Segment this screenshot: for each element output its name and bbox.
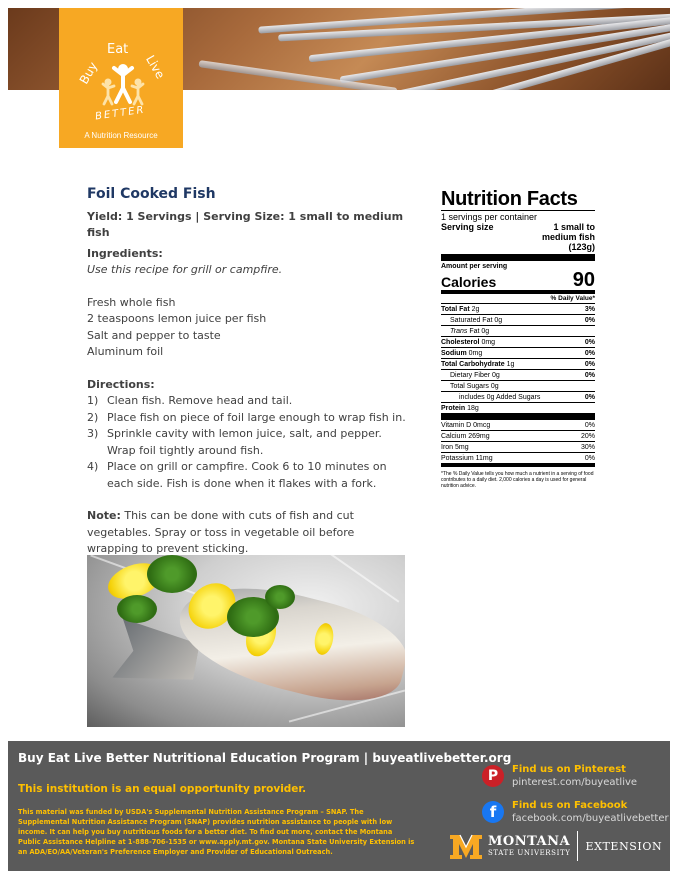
serving-size-value: 1 small to medium fish (123g) [541,222,595,252]
extension-label: EXTENSION [585,839,663,853]
logo-word-buy: Buy [76,59,101,87]
program-line: Buy Eat Live Better Nutritional Education Program | buyeatlivebetter.org [18,751,512,765]
recipe-section [87,186,407,558]
equal-opportunity-statement: This institution is an equal opportunity provider. [18,783,307,795]
ingredients-heading: Ingredients: [87,246,163,260]
msu-sub: STATE UNIVERSITY [488,849,571,857]
fish-photo [87,555,405,727]
nutrition-facts-title: Nutrition Facts [441,188,578,210]
buy-eat-live-better-logo [59,8,183,148]
vitamin-label: Potassium 11mg [441,455,493,462]
vitamin-row-d [441,420,595,430]
direction-text: Place fish on piece of foil large enough to wrap fish in. [107,410,406,424]
direction-step [87,393,407,410]
nutrient-label: Sodium [441,350,467,357]
ingredient-item: Fresh whole fish [87,295,176,309]
nutrient-dv: 0% [584,339,595,346]
direction-number: 1) [87,394,99,407]
facebook-icon: f [482,801,504,823]
nutrient-label: Protein [441,405,466,412]
vitamin-label: Calcium 269mg [441,433,490,440]
direction-number: 2) [87,410,99,424]
servings-per-container: 1 servings per container [441,212,538,222]
nutrient-amount: 0g [490,372,500,379]
ingredient-item: 2 teaspoons lemon juice per fish [87,312,267,325]
nutrient-dv: 0% [584,372,595,379]
note-text: This can be done with cuts of fish and cut vegetables. Spray or toss in vegetable oil before wrapping to prevent sticking. [87,509,355,555]
nutrient-label: Total Carbohydrate [441,361,505,368]
logo-tagline: A Nutrition Resource [84,131,158,140]
ingredient-item: Salt and pepper to taste [87,328,221,342]
footer [8,741,670,871]
nutrient-amount: 0g [488,383,499,390]
pinterest-heading: Find us on Pinterest [512,764,626,775]
nutrient-dv: 0% [584,317,595,324]
nutrient-label: Cholesterol [441,339,480,346]
nutrient-amount: 1g [504,361,515,368]
logo-word-eat: Eat [107,42,129,57]
nutrient-dv: 0% [584,350,595,357]
amount-per-serving: Amount per serving [441,263,508,270]
nutrient-row-dietary-fiber [441,369,595,380]
yield-line: Yield: 1 Servings | Serving Size: 1 small to medium fish [87,209,404,239]
direction-step [87,459,407,492]
vitamin-dv: 30% [580,444,595,451]
recipe-note [87,508,407,558]
msu-name: MONTANA [488,834,571,849]
directions-heading: Directions: [87,377,155,391]
vitamin-dv: 0% [584,455,595,462]
direction-number: 4) [87,460,99,473]
nutrient-label: Total Fat [441,306,470,313]
serving-size-label: Serving size [441,222,494,232]
serving-size-row [441,222,595,252]
nutrient-amount: Fat 0g [467,328,490,335]
vitamin-label: Vitamin D 0mcg [441,422,491,429]
direction-step [87,410,407,427]
nutrient-row-saturated-fat [441,314,595,325]
nutrition-facts-label [441,188,595,489]
funding-statement: This material was funded by USDA's Supplemental Nutrition Assistance Program – SNAP. The Supplemental Nutrition Assistance Program (SNAP) provides nutrition assistance to people with low income. It can help you buy nutritious foods for a better diet. To find out more, contact the Montana Public Assistance Helpline at 1-888-706-1535 or www.apply.mt.gov. Montana State University Extension is an ADA/EO/AA/Veteran's Preference Employer and Provider of Educational Outreach. [18,808,415,856]
nutrient-dv: 0% [584,361,595,368]
vitamin-dv: 20% [580,433,595,440]
nutrient-amount: 0mg [479,339,496,346]
vitamin-dv: 0% [584,422,595,429]
facebook-url[interactable]: facebook.com/buyeatlivebetter [512,813,669,824]
nutrient-amount: 18g [465,405,479,412]
note-label: Note: [87,509,121,522]
direction-text: Place on grill or campfire. Cook 6 to 10 minutes on each side. Fish is done when it flakes with a fork. [107,460,387,490]
msu-extension-logo [448,831,662,861]
nutrient-row-cholesterol [441,336,595,347]
nutrient-row-added-sugars [441,391,595,402]
nutrient-row-total-sugars [441,380,595,391]
calories-value: 90 [572,269,595,291]
facebook-heading: Find us on Facebook [512,800,628,811]
nutrient-label: Trans [450,328,468,335]
nutrient-row-total-fat [441,303,595,314]
nutrient-dv: 0% [584,394,595,401]
nutrient-label: Total Sugars [450,383,489,390]
daily-value-footnote: *The % Daily Value tells you how much a nutrient in a serving of food contributes to a daily diet. 2,000 calories a day is used for general nutrition advice. [441,471,594,489]
ingredients-note: Use this recipe for grill or campfire. [87,263,283,276]
vitamin-label: Iron 5mg [441,444,469,451]
daily-value-header: % Daily Value* [550,295,595,302]
logo-divider [577,831,578,861]
logo-word-live: Live [143,52,168,82]
vitamin-row-potassium [441,452,595,463]
nutrient-row-total-carbohydrate [441,358,595,369]
msu-m-icon [448,831,484,861]
pinterest-url[interactable]: pinterest.com/buyeatlive [512,777,638,788]
logo-word-better: BETTER [94,104,147,123]
pinterest-link[interactable] [482,763,637,789]
nutrient-row-sodium [441,347,595,358]
direction-step [87,426,407,459]
nutrient-label: includes 0g Added Sugars [459,394,541,401]
nutrient-row-trans-fat [441,325,595,336]
calories-label: Calories [441,274,497,290]
vitamin-row-calcium [441,430,595,441]
nutrient-row-protein [441,402,595,413]
facebook-link[interactable] [482,799,669,825]
nutrient-amount: 2g [469,306,480,313]
calories-row [441,270,595,290]
nutrient-label: Saturated Fat [450,317,493,324]
pinterest-icon: P [482,765,504,787]
direction-text: Clean fish. Remove head and tail. [107,394,293,407]
recipe-title: Foil Cooked Fish [87,186,216,202]
direction-number: 3) [87,427,99,440]
nutrient-label: Dietary Fiber [450,372,491,379]
nutrient-amount: 0g [492,317,503,324]
ingredient-item: Aluminum foil [87,345,164,358]
vitamin-row-iron [441,441,595,452]
nutrient-dv: 3% [584,306,595,313]
nutrient-amount: 0mg [466,350,483,357]
people-icon [101,62,145,106]
direction-text: Sprinkle cavity with lemon juice, salt, and pepper. Wrap foil tightly around fish. [107,427,382,457]
